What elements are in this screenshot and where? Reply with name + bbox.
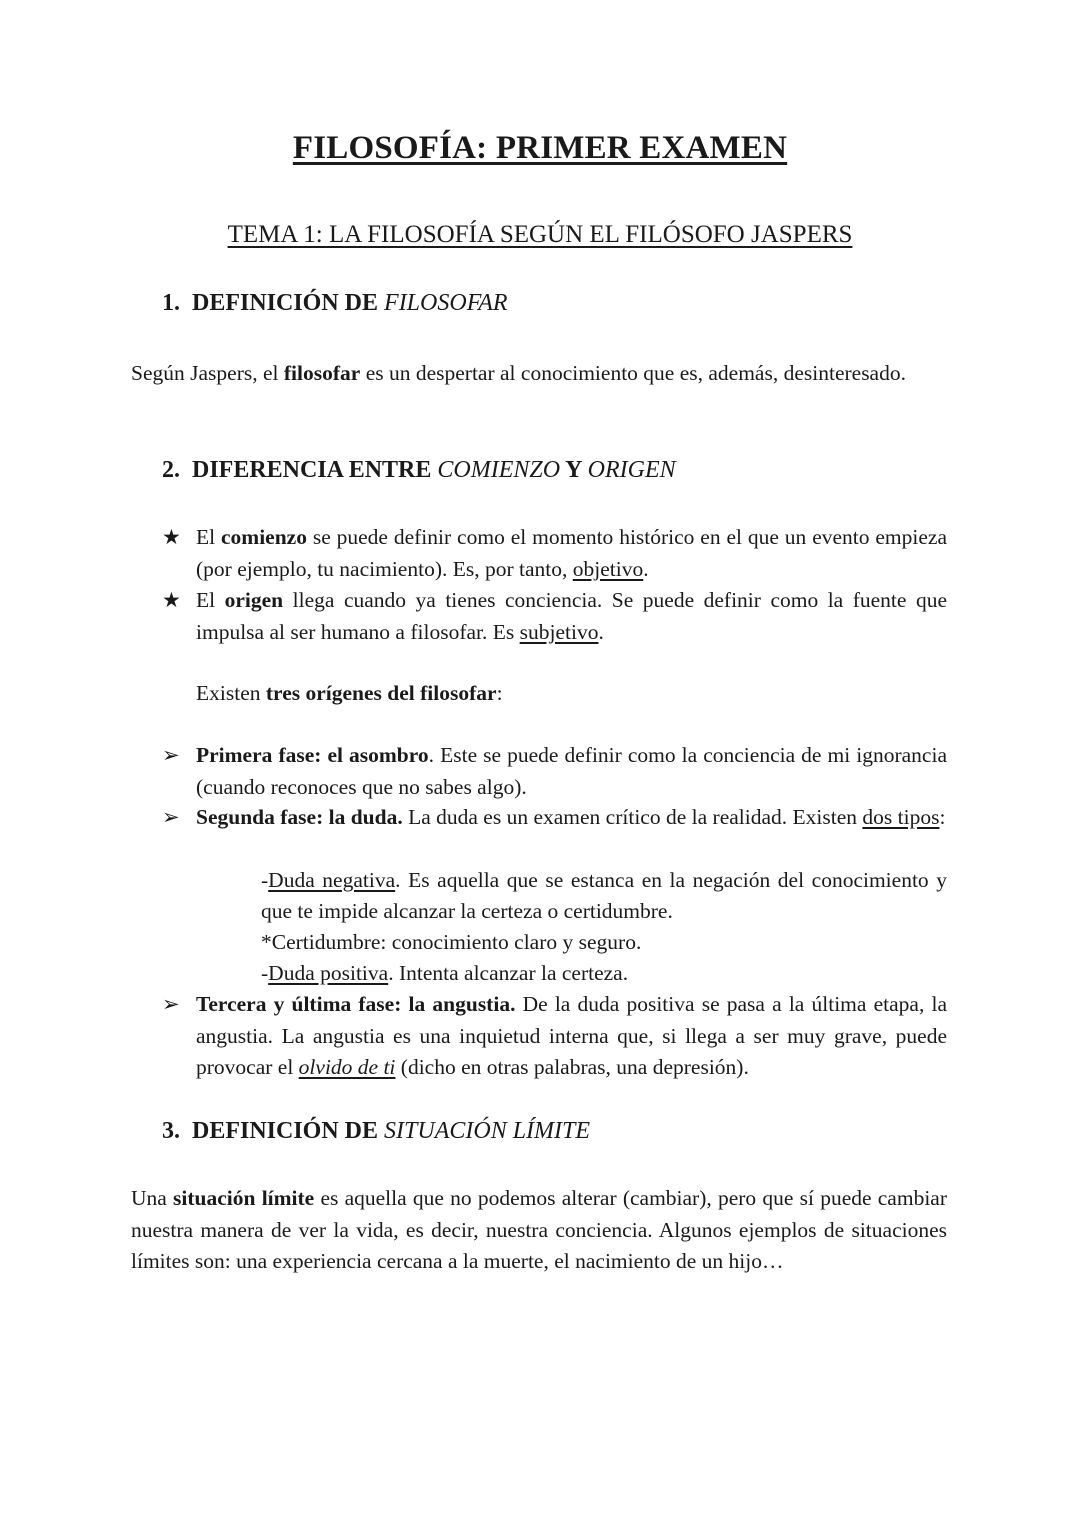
- star-bullet-comienzo: [162, 522, 947, 585]
- text-run: El: [196, 588, 225, 612]
- arrow-bullet-fase-2: [162, 802, 947, 834]
- text-run: Una: [131, 1186, 174, 1210]
- bullet-text: [196, 522, 947, 585]
- text-run: De la duda positiva se pasa a la última etapa, la angustia. La angustia es una inquietud interna que, si llega a ser muy grave, puede provocar el: [196, 992, 947, 1079]
- heading-text: DEFINICIÓN DE: [192, 290, 385, 316]
- arrow-bullet-fase-1: [162, 740, 947, 803]
- text-run: .: [643, 556, 649, 581]
- text-run: . Intenta alcanzar la certeza.: [388, 961, 629, 985]
- section-1-paragraph: [131, 358, 947, 390]
- arrow-icon: ➢: [162, 992, 180, 1016]
- arrow-bullet-fase-3: [162, 989, 947, 1084]
- heading-italic: COMIENZO: [437, 457, 561, 483]
- heading-text: Y: [560, 457, 588, 483]
- underlined-term: Duda positiva: [268, 961, 389, 985]
- text-run: -: [261, 868, 269, 892]
- underlined-term: dos tipos: [862, 805, 940, 829]
- bullet-text: [196, 802, 947, 834]
- section-3-heading: [162, 1118, 590, 1145]
- bold-term: Tercera y última fase: la angustia.: [196, 992, 516, 1016]
- text-run: -: [261, 961, 269, 985]
- section-3-paragraph: [131, 1183, 947, 1278]
- arrow-icon: ➢: [162, 743, 180, 767]
- section-number: 3.: [162, 1118, 180, 1144]
- duda-negativa: [261, 865, 947, 927]
- document-title: FILOSOFÍA: PRIMER EXAMEN: [292, 130, 788, 166]
- star-bullet-origen: [162, 585, 947, 648]
- text-run: (dicho en otras palabras, una depresión).: [395, 1055, 749, 1079]
- underlined-term: subjetivo: [519, 619, 599, 644]
- bold-term: situación límite: [173, 1186, 315, 1210]
- section-2-heading: [162, 457, 676, 484]
- text-run: Existen: [196, 681, 266, 705]
- text-run: Según Jaspers, el: [131, 361, 284, 385]
- text-run: llega cuando ya tienes conciencia. Se puede definir como la fuente que impulsa al ser humano a filosofar. Es: [196, 588, 947, 644]
- text-run: . Es aquella que se estanca en la negación del conocimiento y que te impide alcanzar la certeza o certidumbre.: [261, 868, 947, 923]
- underlined-term: Duda negativa: [268, 868, 396, 892]
- tema-heading: TEMA 1: LA FILOSOFÍA SEGÚN EL FILÓSOFO JASPERS: [227, 221, 853, 248]
- italic-underlined-term: olvido de ti: [298, 1055, 396, 1079]
- text-run: . Este se puede definir como la conciencia de mi ignorancia (cuando reconoces que no sabes algo).: [196, 743, 947, 799]
- bold-term: tres orígenes del filosofar: [265, 681, 497, 705]
- arrow-icon: ➢: [162, 805, 180, 829]
- text-run: La duda es un examen crítico de la realidad. Existen: [402, 805, 863, 829]
- heading-italic: SITUACIÓN LÍMITE: [384, 1118, 591, 1144]
- text-run: se puede definir como el momento histórico en el que un evento empieza (por ejemplo, tu nacimiento). Es, por tanto,: [196, 525, 947, 581]
- star-icon: ★: [162, 588, 181, 612]
- bold-term: comienzo: [221, 525, 307, 549]
- duda-positiva: [261, 958, 947, 989]
- bold-term: Segunda fase: la duda.: [196, 805, 403, 829]
- existen-line: [196, 678, 503, 710]
- bullet-text: [196, 989, 947, 1084]
- text-run: El: [196, 525, 221, 549]
- bold-term: Primera fase: el asombro: [196, 743, 429, 767]
- certidumbre-note: *Certidumbre: conocimiento claro y seguro.: [261, 930, 642, 954]
- heading-text: DEFINICIÓN DE: [192, 1118, 385, 1144]
- bold-term: filosofar: [283, 361, 361, 385]
- bullet-text: [196, 740, 947, 803]
- underlined-term: objetivo: [572, 556, 644, 581]
- text-run: :: [496, 681, 503, 705]
- section-1-heading: [162, 290, 508, 317]
- section-number: 2.: [162, 457, 180, 483]
- bold-term: origen: [224, 588, 284, 612]
- heading-italic: FILOSOFAR: [384, 290, 508, 316]
- text-run: es un despertar al conocimiento que es, además, desinteresado.: [360, 361, 906, 385]
- text-run: :: [939, 805, 946, 829]
- star-icon: ★: [162, 525, 181, 549]
- text-run: .: [598, 619, 604, 644]
- heading-italic: ORIGEN: [587, 457, 676, 483]
- bullet-text: [196, 585, 947, 648]
- text-run: es aquella que no podemos alterar (cambiar), pero que sí puede cambiar nuestra manera de ver la vida, es decir, nuestra conciencia. Algunos ejemplos de situaciones límites son: una experiencia cercana a la muerte, el nacimiento de un hijo…: [131, 1186, 947, 1273]
- heading-text: DIFERENCIA ENTRE: [192, 457, 438, 483]
- section-number: 1.: [162, 290, 180, 316]
